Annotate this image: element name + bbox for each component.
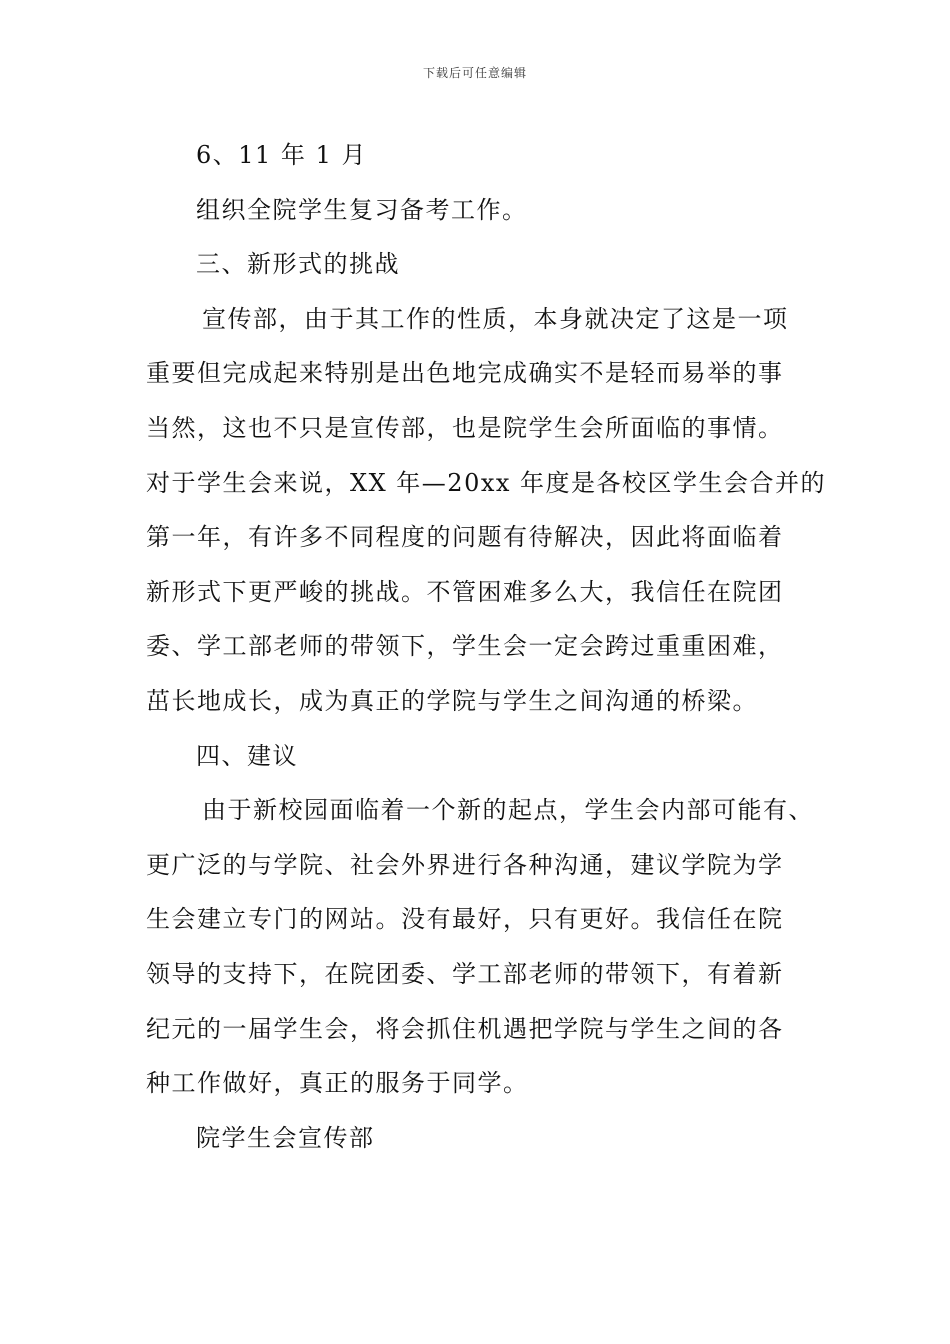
document-body xyxy=(146,128,826,1165)
section-heading-challenge: 三、新形式的挑战 xyxy=(196,250,400,279)
paragraph-line: 对于学生会来说，XX 年—20xx 年度是各校区学生会合并的 xyxy=(146,468,827,497)
date-heading: 6、11 年 1 月 xyxy=(196,141,367,169)
paragraph-line: 生会建立专门的网站。没有最好，只有更好。我信任在院 xyxy=(146,905,784,934)
paragraph-line: 委、学工部老师的带领下，学生会一定会跨过重重困难， xyxy=(146,632,784,661)
paragraph-line: 宣传部，由于其工作的性质，本身就决定了这是一项 xyxy=(202,304,789,333)
page-header: 下载后可任意编辑 xyxy=(422,66,527,80)
paragraph-line: 领导的支持下，在院团委、学工部老师的带领下，有着新 xyxy=(146,959,784,988)
paragraph-line: 组织全院学生复习备考工作。 xyxy=(196,195,528,224)
paragraph-line: 第一年，有许多不同程度的问题有待解决，因此将面临着 xyxy=(146,523,784,552)
paragraph-line: 重要但完成起来特别是出色地完成确实不是轻而易举的事 xyxy=(146,359,784,388)
paragraph-line: 纪元的一届学生会，将会抓住机遇把学院与学生之间的各 xyxy=(146,1014,784,1043)
paragraph-line: 更广泛的与学院、社会外界进行各种沟通，建议学院为学 xyxy=(146,850,784,879)
paragraph-line: 种工作做好，真正的服务于同学。 xyxy=(146,1069,529,1098)
paragraph-line: 由于新校园面临着一个新的起点，学生会内部可能有、 xyxy=(202,796,814,825)
paragraph-line: 当然，这也不只是宣传部，也是院学生会所面临的事情。 xyxy=(146,413,784,442)
section-heading-suggestion: 四、建议 xyxy=(196,741,298,770)
paragraph-line: 茁长地成长，成为真正的学院与学生之间沟通的桥梁。 xyxy=(146,686,758,715)
signature-line: 院学生会宣传部 xyxy=(196,1123,375,1152)
paragraph-line: 新形式下更严峻的挑战。不管困难多么大，我信任在院团 xyxy=(146,577,784,606)
